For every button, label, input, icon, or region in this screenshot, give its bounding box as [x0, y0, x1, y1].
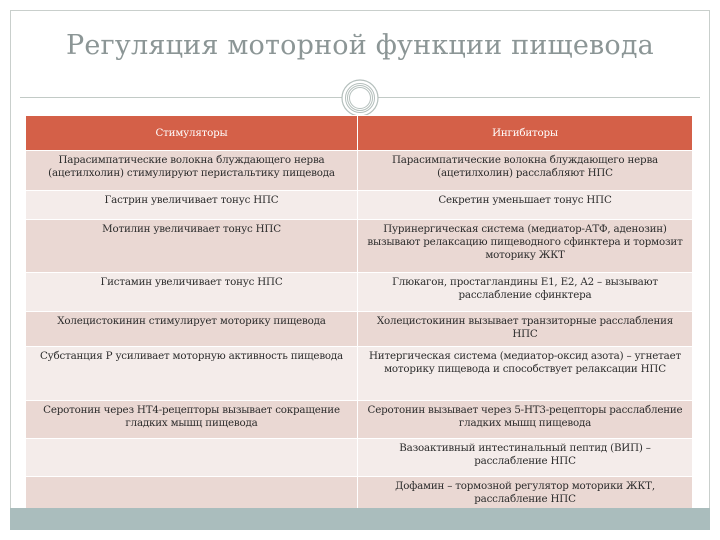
inhibitor-cell: Дофамин – тормозной регулятор моторики ЖКТ, расслабление НПС	[358, 477, 693, 514]
stimulator-cell: Парасимпатические волокна блуждающего нерва (ацетилхолин) стимулируют перистальтику пищевода	[26, 151, 358, 191]
concentric-circle-ornament-icon	[340, 78, 380, 118]
table-row	[26, 191, 693, 220]
title-divider-right	[377, 97, 700, 98]
inhibitor-cell: Пуринергическая система (медиатор-АТФ, аденозин) вызывают релаксацию пищеводного сфинктера и тормозит моторику ЖКТ	[358, 220, 693, 273]
header-stimulators: Стимуляторы	[26, 116, 358, 151]
slide-title: Регуляция моторной функции пищевода	[66, 30, 654, 61]
stimulator-cell: Холецистокинин стимулирует моторику пищевода	[26, 312, 358, 347]
stimulator-cell: Гастрин увеличивает тонус НПС	[26, 191, 358, 220]
title-divider-left	[20, 97, 343, 98]
table-row	[26, 151, 693, 191]
inhibitor-cell: Нитергическая система (медиатор-оксид азота) – угнетает моторику пищевода и способствует релаксации НПС	[358, 347, 693, 401]
inhibitor-cell: Серотонин вызывает через 5-HT3-рецепторы расслабление гладких мышц пищевода	[358, 401, 693, 439]
inhibitor-cell: Холецистокинин вызывает транзиторные расслабления НПС	[358, 312, 693, 347]
inhibitor-cell: Секретин уменьшает тонус НПС	[358, 191, 693, 220]
stimulator-cell: Гистамин увеличивает тонус НПС	[26, 273, 358, 312]
inhibitor-cell: Глюкагон, простагландины E1, E2, A2 – вызывают расслабление сфинктера	[358, 273, 693, 312]
table-row	[26, 347, 693, 401]
stimulator-cell: Субстанция P усиливает моторную активность пищевода	[26, 347, 358, 401]
table-header-row	[26, 116, 693, 151]
inhibitor-cell: Вазоактивный интестинальный пептид (ВИП) – расслабление НПС	[358, 439, 693, 477]
table-row	[26, 312, 693, 347]
table-row	[26, 439, 693, 477]
table-row	[26, 220, 693, 273]
regulation-table	[25, 115, 693, 514]
table-row	[26, 273, 693, 312]
inhibitor-cell: Парасимпатические волокна блуждающего нерва (ацетилхолин) расслабляют НПС	[358, 151, 693, 191]
stimulator-cell: Серотонин через HT4-рецепторы вызывает сокращение гладких мышц пищевода	[26, 401, 358, 439]
stimulator-cell	[26, 439, 358, 477]
bottom-accent-bar	[10, 508, 710, 530]
table-row	[26, 401, 693, 439]
header-inhibitors: Ингибиторы	[358, 116, 693, 151]
stimulator-cell: Мотилин увеличивает тонус НПС	[26, 220, 358, 273]
